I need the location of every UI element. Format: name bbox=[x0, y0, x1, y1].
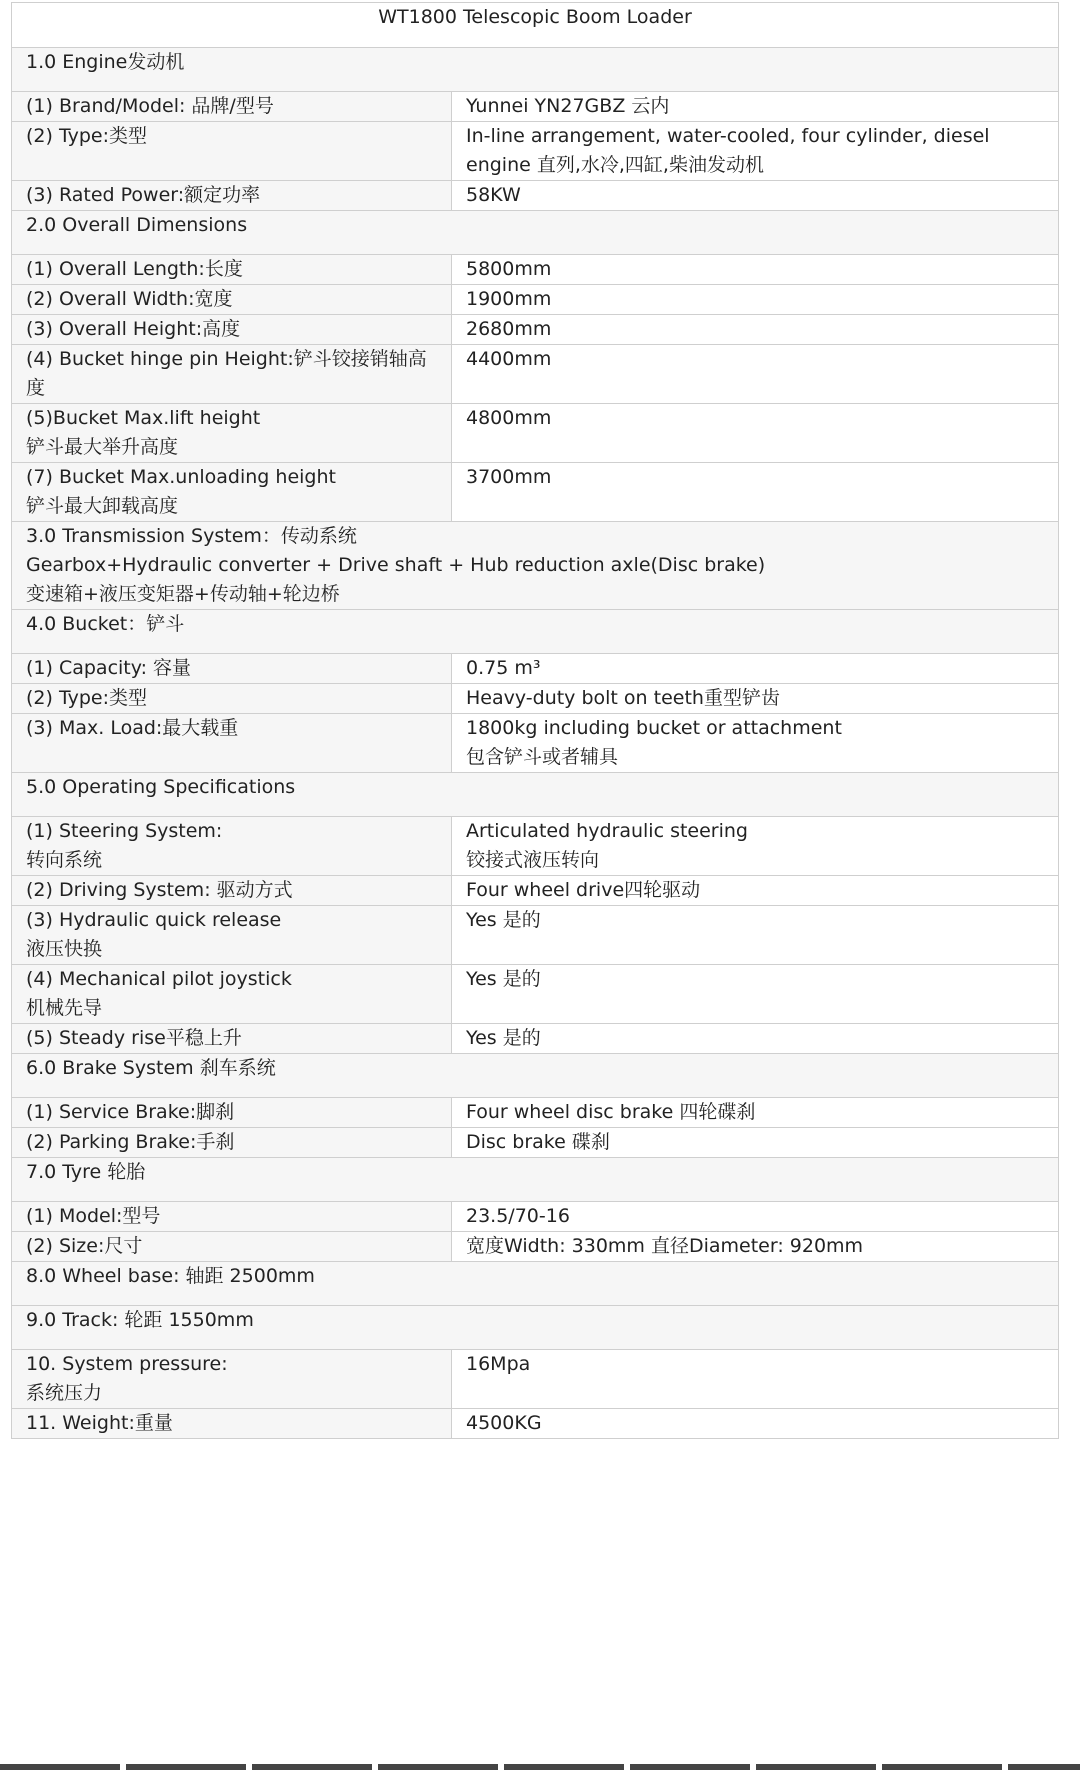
spec-value-line: Articulated hydraulic steering bbox=[466, 820, 748, 842]
spec-value bbox=[452, 315, 1059, 345]
spec-value-line: 0.75 m³ bbox=[466, 657, 541, 679]
spec-value bbox=[452, 1098, 1059, 1128]
spec-value bbox=[452, 654, 1059, 684]
spec-value bbox=[452, 404, 1059, 463]
spec-value-line: 4500KG bbox=[466, 1412, 542, 1434]
spec-row bbox=[12, 1409, 1059, 1439]
spec-row bbox=[12, 906, 1059, 965]
section-heading bbox=[12, 48, 1059, 92]
spec-label bbox=[12, 965, 452, 1024]
spec-label bbox=[12, 1098, 452, 1128]
spec-label bbox=[12, 285, 452, 315]
spec-label-line: (7) Bucket Max.unloading height bbox=[26, 466, 336, 488]
spec-row bbox=[12, 965, 1059, 1024]
spec-row bbox=[12, 714, 1059, 773]
spec-value-line: 23.5/70-16 bbox=[466, 1205, 570, 1227]
section-heading bbox=[12, 1262, 1059, 1306]
spec-label bbox=[12, 876, 452, 906]
spec-label-line: (2) Type:类型 bbox=[26, 687, 147, 709]
section-heading-line: 7.0 Tyre 轮胎 bbox=[26, 1161, 146, 1183]
spec-row bbox=[12, 92, 1059, 122]
section-heading bbox=[12, 211, 1059, 255]
spec-row bbox=[12, 876, 1059, 906]
section-row bbox=[12, 773, 1059, 817]
spec-row bbox=[12, 654, 1059, 684]
spec-label-line: (5)Bucket Max.lift height bbox=[26, 407, 261, 429]
spec-value-line: Yes 是的 bbox=[466, 968, 541, 990]
spec-label-line: (2) Type:类型 bbox=[26, 125, 147, 147]
spec-row bbox=[12, 817, 1059, 876]
spec-value bbox=[452, 714, 1059, 773]
spec-row bbox=[12, 181, 1059, 211]
spec-value-line: In-line arrangement, water-cooled, four cylinder, diesel bbox=[466, 125, 990, 147]
section-heading-line: 9.0 Track: 轮距 1550mm bbox=[26, 1309, 254, 1331]
section-row bbox=[12, 1306, 1059, 1350]
spec-label bbox=[12, 1350, 452, 1409]
spec-value bbox=[452, 463, 1059, 522]
spec-value bbox=[452, 876, 1059, 906]
spec-label-line: (4) Mechanical pilot joystick bbox=[26, 968, 292, 990]
spec-label bbox=[12, 817, 452, 876]
spec-label-line: (1) Brand/Model: 品牌/型号 bbox=[26, 95, 274, 117]
spec-row bbox=[12, 345, 1059, 404]
spec-row bbox=[12, 1098, 1059, 1128]
section-heading-line: 8.0 Wheel base: 轴距 2500mm bbox=[26, 1265, 315, 1287]
spec-label-line: (2) Overall Width:宽度 bbox=[26, 288, 233, 310]
spec-value bbox=[452, 965, 1059, 1024]
spec-row bbox=[12, 404, 1059, 463]
spec-row bbox=[12, 1202, 1059, 1232]
spec-value bbox=[452, 684, 1059, 714]
section-row bbox=[12, 48, 1059, 92]
spec-label bbox=[12, 463, 452, 522]
spec-label bbox=[12, 181, 452, 211]
spec-value-line: 包含铲斗或者辅具 bbox=[466, 746, 619, 768]
spec-value-line: engine 直列,水冷,四缸,柴油发动机 bbox=[466, 154, 764, 176]
spec-value-line: Four wheel drive四轮驱动 bbox=[466, 879, 701, 901]
spec-value bbox=[452, 817, 1059, 876]
section-row bbox=[12, 1054, 1059, 1098]
spec-row bbox=[12, 285, 1059, 315]
spec-label-line: 铲斗最大卸载高度 bbox=[26, 495, 179, 517]
spec-label-line: 11. Weight:重量 bbox=[26, 1412, 173, 1434]
section-heading-line: 3.0 Transmission System：传动系统 bbox=[26, 525, 357, 547]
spec-value-line: 3700mm bbox=[466, 466, 552, 488]
spec-row bbox=[12, 255, 1059, 285]
spec-value-line: 1800kg including bucket or attachment bbox=[466, 717, 842, 739]
spec-value bbox=[452, 285, 1059, 315]
spec-value-line: Disc brake 碟刹 bbox=[466, 1131, 610, 1153]
section-heading-line: Gearbox+Hydraulic converter + Drive shaft + Hub reduction axle(Disc brake) bbox=[26, 554, 766, 576]
spec-value-line: Yunnei YN27GBZ 云内 bbox=[466, 95, 670, 117]
spec-value bbox=[452, 1232, 1059, 1262]
spec-label-line: (1) Model:型号 bbox=[26, 1205, 161, 1227]
spec-value-line: Heavy-duty bolt on teeth重型铲齿 bbox=[466, 687, 780, 709]
spec-value-line: Four wheel disc brake 四轮碟刹 bbox=[466, 1101, 756, 1123]
spec-label bbox=[12, 714, 452, 773]
section-row bbox=[12, 211, 1059, 255]
spec-row bbox=[12, 1232, 1059, 1262]
spec-label bbox=[12, 684, 452, 714]
spec-label bbox=[12, 1024, 452, 1054]
spec-value bbox=[452, 122, 1059, 181]
section-heading-line: 4.0 Bucket：铲斗 bbox=[26, 613, 185, 635]
section-heading bbox=[12, 773, 1059, 817]
spec-value bbox=[452, 92, 1059, 122]
spec-label-line: (5) Steady rise平稳上升 bbox=[26, 1027, 242, 1049]
spec-label-line: (4) Bucket hinge pin Height:铲斗铰接销轴高度 bbox=[26, 348, 427, 399]
spec-label bbox=[12, 1202, 452, 1232]
spec-label bbox=[12, 122, 452, 181]
spec-label-line: (1) Capacity: 容量 bbox=[26, 657, 192, 679]
section-row bbox=[12, 1158, 1059, 1202]
section-heading bbox=[12, 610, 1059, 654]
section-row bbox=[12, 1262, 1059, 1306]
spec-label-line: 液压快换 bbox=[26, 938, 103, 960]
spec-value-line: 铰接式液压转向 bbox=[466, 849, 600, 871]
spec-value bbox=[452, 1024, 1059, 1054]
section-heading-line: 变速箱+液压变矩器+传动轴+轮边桥 bbox=[26, 583, 340, 605]
spec-row bbox=[12, 463, 1059, 522]
spec-label bbox=[12, 315, 452, 345]
spec-label bbox=[12, 404, 452, 463]
spec-value-line: 4800mm bbox=[466, 407, 552, 429]
spec-label-line: 10. System pressure: bbox=[26, 1353, 228, 1375]
spec-label-line: (3) Rated Power:额定功率 bbox=[26, 184, 261, 206]
section-row bbox=[12, 522, 1059, 610]
spec-label bbox=[12, 906, 452, 965]
spec-value bbox=[452, 345, 1059, 404]
section-heading-line: 6.0 Brake System 刹车系统 bbox=[26, 1057, 276, 1079]
spec-label bbox=[12, 345, 452, 404]
spec-value bbox=[452, 1350, 1059, 1409]
spec-value bbox=[452, 181, 1059, 211]
spec-value-line: 1900mm bbox=[466, 288, 552, 310]
spec-label bbox=[12, 654, 452, 684]
section-heading-line: 5.0 Operating Specifications bbox=[26, 776, 296, 798]
spec-row bbox=[12, 1350, 1059, 1409]
section-heading-line: 2.0 Overall Dimensions bbox=[26, 214, 248, 236]
spec-label bbox=[12, 92, 452, 122]
spec-label-line: 机械先导 bbox=[26, 997, 103, 1019]
section-heading bbox=[12, 1158, 1059, 1202]
spec-row bbox=[12, 684, 1059, 714]
spec-label-line: (3) Overall Height:高度 bbox=[26, 318, 241, 340]
spec-label-line: (2) Parking Brake:手刹 bbox=[26, 1131, 235, 1153]
spec-label-line: 转向系统 bbox=[26, 849, 103, 871]
spec-value-line: Yes 是的 bbox=[466, 909, 541, 931]
spec-label-line: 系统压力 bbox=[26, 1382, 103, 1404]
spec-label-line: (1) Overall Length:长度 bbox=[26, 258, 243, 280]
spec-value-line: 4400mm bbox=[466, 348, 552, 370]
spec-label bbox=[12, 1128, 452, 1158]
section-row bbox=[12, 610, 1059, 654]
section-heading bbox=[12, 1306, 1059, 1350]
spec-label bbox=[12, 255, 452, 285]
spec-row bbox=[12, 1128, 1059, 1158]
table-title: WT1800 Telescopic Boom Loader bbox=[12, 3, 1059, 48]
spec-table-body bbox=[12, 3, 1059, 1439]
spec-label-line: (1) Steering System: bbox=[26, 820, 223, 842]
spec-value-line: 宽度Width: 330mm 直径Diameter: 920mm bbox=[466, 1235, 864, 1257]
spec-value bbox=[452, 1409, 1059, 1439]
spec-table bbox=[11, 2, 1059, 1439]
section-heading bbox=[12, 1054, 1059, 1098]
spec-label-line: (3) Max. Load:最大载重 bbox=[26, 717, 239, 739]
spec-value-line: 2680mm bbox=[466, 318, 552, 340]
spec-row bbox=[12, 1024, 1059, 1054]
spec-label-line: (3) Hydraulic quick release bbox=[26, 909, 282, 931]
section-heading-line: 1.0 Engine发动机 bbox=[26, 51, 185, 73]
spec-label bbox=[12, 1232, 452, 1262]
title-row bbox=[12, 3, 1059, 48]
spec-value bbox=[452, 906, 1059, 965]
spec-label-line: (1) Service Brake:脚刹 bbox=[26, 1101, 235, 1123]
spec-value-line: 5800mm bbox=[466, 258, 552, 280]
section-heading bbox=[12, 522, 1059, 610]
spec-value bbox=[452, 1202, 1059, 1232]
spec-label-line: 铲斗最大举升高度 bbox=[26, 436, 179, 458]
spec-value-line: 58KW bbox=[466, 184, 521, 206]
spec-row bbox=[12, 122, 1059, 181]
spec-value-line: 16Mpa bbox=[466, 1353, 531, 1375]
spec-row bbox=[12, 315, 1059, 345]
spec-value bbox=[452, 1128, 1059, 1158]
spec-value-line: Yes 是的 bbox=[466, 1027, 541, 1049]
spec-label-line: (2) Driving System: 驱动方式 bbox=[26, 879, 293, 901]
spec-label bbox=[12, 1409, 452, 1439]
spec-label-line: (2) Size:尺寸 bbox=[26, 1235, 143, 1257]
bottom-divider bbox=[0, 1764, 1080, 1770]
spec-value bbox=[452, 255, 1059, 285]
